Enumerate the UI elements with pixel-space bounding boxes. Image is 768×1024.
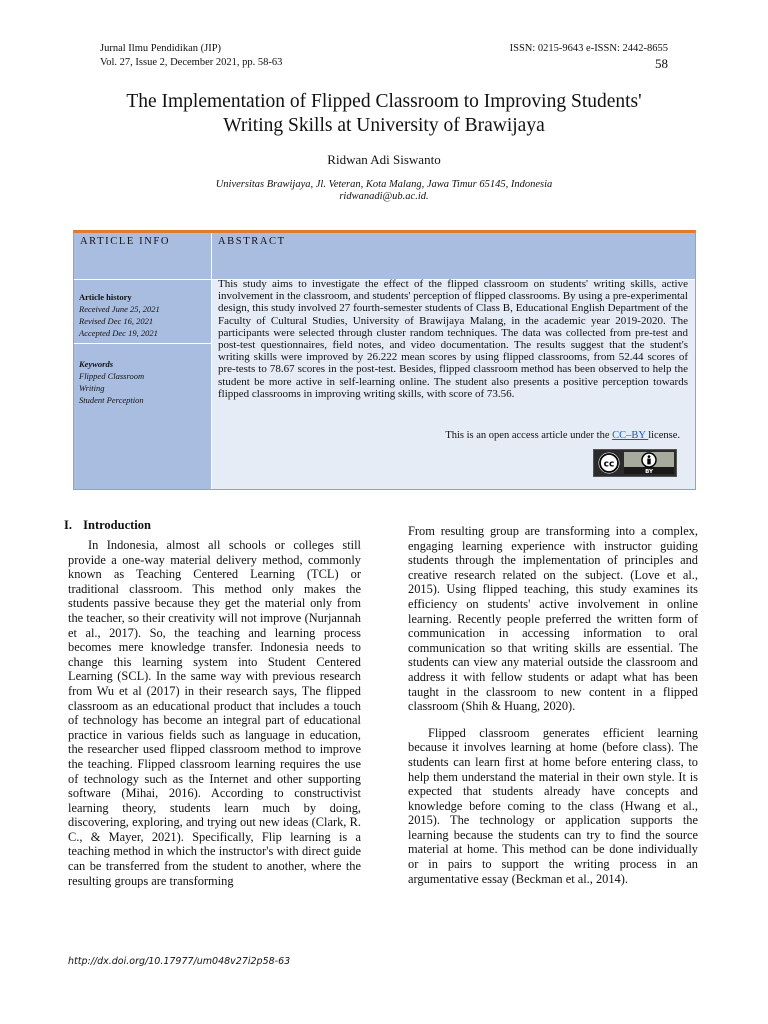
journal-name: Jurnal Ilmu Pendidikan (JIP) — [100, 43, 222, 54]
author-affiliation — [60, 179, 708, 203]
revised-date: Revised Dec 16, 2021 — [79, 316, 154, 326]
license-statement — [218, 430, 680, 441]
keyword-item: Student Perception — [79, 395, 144, 405]
journal-volume: Vol. 27, Issue 2, December 2021, pp. 58-63 — [100, 57, 283, 68]
journal-header — [100, 42, 282, 70]
history-label: Article history — [79, 292, 132, 302]
paper-title — [60, 90, 708, 138]
section-title: Introduction — [83, 518, 151, 532]
keywords-label: Keywords — [79, 359, 113, 369]
license-suffix: license. — [648, 430, 680, 441]
keyword-item: Flipped Classroom — [79, 371, 145, 381]
right-column — [408, 524, 698, 886]
cc-badge-text: cc — [603, 459, 615, 470]
cc-by-badge[interactable] — [593, 449, 677, 477]
cc-by-link[interactable]: CC–BY — [612, 430, 649, 441]
left-column — [68, 538, 361, 888]
accepted-date: Accepted Dec 19, 2021 — [79, 328, 158, 338]
article-info-heading: ARTICLE INFO — [80, 236, 171, 247]
cc-by-badge-graphic — [594, 450, 676, 476]
article-history — [79, 291, 207, 339]
abstract-text: This study aims to investigate the effect of the flipped classroom on students' writing skills, active involvement in the classroom, and students' perception of flipped classrooms. By using a pre-experimental design, this study involved 27 fourth-semester students of Class B, Educational English Department of the Faculty of Cultural Studies, University of Brawijaya Malang, in the academic year 2019-2020. The participants were selected through cluster random techniques. The data was collected from pre-test and post-test questionnaires, field notes, and video documentation. The results suggest that the student's writing skills were improved by 26.222 mean scores by using flipped classrooms, from 52.44 scores of pre-tests to 78.67 scores in the post-test. Besides, flipped classroom method has been observed to help the student be more active in self-learning online. The student also presents a positive perception towards flipped classrooms in improving writing skills, with score of 73.56. — [218, 278, 688, 400]
page-number: 58 — [655, 56, 668, 71]
doi-link[interactable]: http://dx.doi.org/10.17977/um048v27i2p58-63 — [68, 956, 291, 967]
issn-header — [470, 42, 668, 71]
keywords-block — [79, 358, 207, 406]
issn: ISSN: 0215-9643 e-ISSN: 2442-8655 — [509, 43, 668, 54]
affiliation-text: Universitas Brawijaya, Jl. Veteran, Kota Malang, Jawa Timur 65145, Indonesia — [215, 179, 553, 190]
keyword-item: Writing — [79, 383, 105, 393]
title-line-1: The Implementation of Flipped Classroom to Improving Students' — [126, 91, 642, 112]
section-number: I. — [64, 518, 72, 532]
author-email: ridwanadi@ub.ac.id. — [339, 191, 429, 202]
section-heading — [64, 518, 151, 533]
info-divider — [74, 343, 211, 344]
intro-paragraph-3: Flipped classroom generates efficient learning because it involves learning at home (before class). The students can learn first at home before entering class, to help them understand the material in their own style. It is expected that students already have concepts and knowledge before coming to the class (Hwang et al., 2015). The technology or application supports the learning because the students can try to find the source material at home. This method can be done individually or in pairs to support the writing process in an argumentative essay (Beckman et al., 2014). — [408, 725, 698, 886]
received-date: Received June 25, 2021 — [79, 304, 160, 314]
author-name: Ridwan Adi Siswanto — [327, 152, 441, 167]
abstract-heading: ABSTRACT — [218, 236, 286, 247]
license-prefix: This is an open access article under the — [445, 430, 613, 441]
title-line-2: Writing Skills at University of Brawijaya — [223, 115, 545, 136]
intro-paragraph-1: In Indonesia, almost all schools or colleges still provide a one-way material delivery method, commonly known as Teaching Centered Learning (TCL) or traditional classroom. This method only makes the students passive because they get the material only from the teacher, so their creativity will not improve (Nurjannah et al., 2017). So, the teaching and learning process becomes mere knowledge transfer. Indonesia needs to change this learning system into Student Centered Learning (SCL). In the same way with previous research from Wu et al (2017) in their research says, The flipped classroom as an educational product that includes a touch of technology has become an integral part of educational practice in various fields such as language in education, the researcher used flipped classroom method to improve the teaching. Flipped classroom learning requires the use of technology such as the Internet and other supporting software (Mihai, 2016). According to constructivist learning theory, students learn much by doing, discovering, exploring, and trying out new ideas (Clark, R. C., & Mayer, 2021). Specifically, Flip learning is a teaching method in which the instructor's with direct guide can be transferred from the student to another, where the resulting groups are transforming — [68, 538, 361, 888]
by-badge-text: BY — [645, 469, 653, 475]
intro-paragraph-2: From resulting group are transforming into a complex, engaging learning experience with instructor guiding students through the implementation of principles and creative research related on the subject. (Love et al., 2015). Using flipped teaching, this study examines its efficiency on students' active involvement in online learning. Recently people preferred the written form of communication in accessing information to oral communication so that writing skills are essential. The students can view any material outside the classroom and address it with fellow students or adapt what has been taught in the classroom to new content in a flipped classroom (Shih & Huang, 2020). — [408, 524, 698, 714]
